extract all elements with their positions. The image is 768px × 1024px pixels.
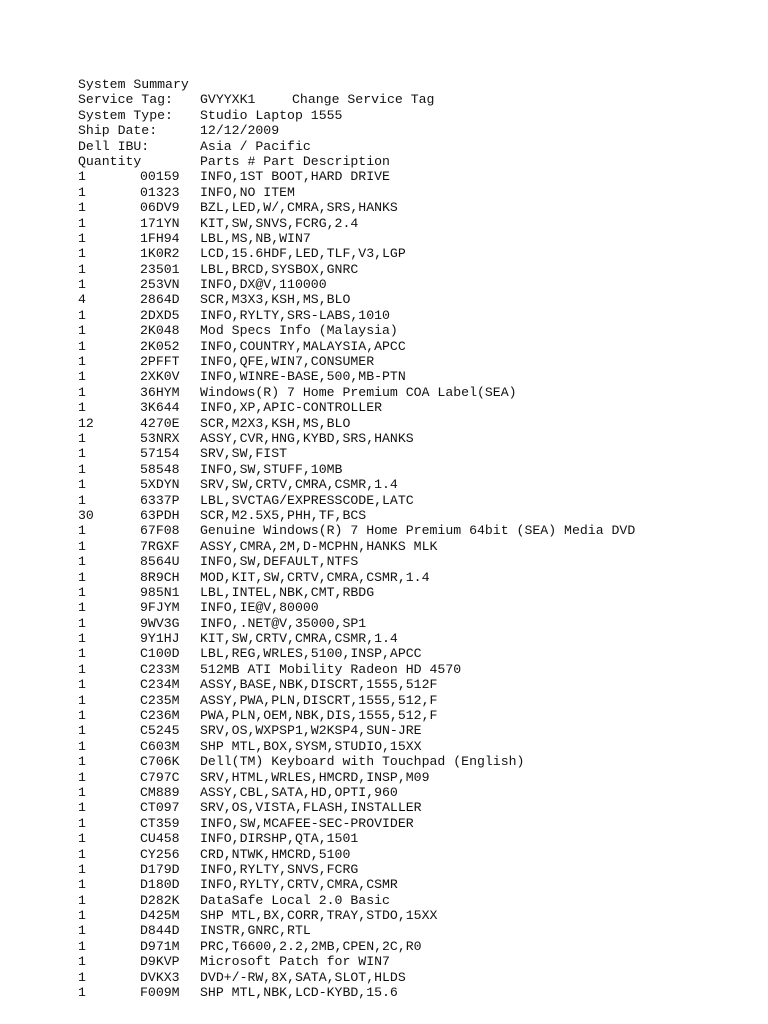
part-description: ASSY,CBL,SATA,HD,OPTI,960	[200, 784, 398, 800]
part-row	[78, 507, 367, 523]
part-description: INFO,COUNTRY,MALAYSIA,APCC	[200, 338, 406, 354]
part-number: DVKX3	[140, 969, 180, 985]
part-row	[78, 230, 311, 246]
parts-description-header: Parts # Part Description	[200, 153, 390, 169]
part-quantity: 1	[78, 954, 86, 970]
part-description: KIT,SW,CRTV,CMRA,CSMR,1.4	[200, 631, 398, 647]
part-description: INFO,RYLTY,CRTV,CMRA,CSMR	[200, 877, 398, 893]
part-number: 36HYM	[140, 384, 180, 400]
part-description: LBL,REG,WRLES,5100,INSP,APCC	[200, 646, 422, 662]
part-row	[78, 246, 406, 262]
part-quantity: 1	[78, 400, 86, 416]
part-number: CT359	[140, 815, 180, 831]
part-description: INFO,DX@V,110000	[200, 277, 327, 293]
part-row	[78, 369, 406, 385]
part-number: 63PDH	[140, 507, 180, 523]
part-quantity: 1	[78, 230, 86, 246]
part-quantity: 1	[78, 877, 86, 893]
part-description: SCR,M3X3,KSH,MS,BLO	[200, 292, 351, 308]
part-description: LCD,15.6HDF,LED,TLF,V3,LGP	[200, 246, 406, 262]
part-number: C797C	[140, 769, 180, 785]
part-description: MOD,KIT,SW,CRTV,CMRA,CSMR,1.4	[200, 569, 430, 585]
part-description: ASSY,BASE,NBK,DISCRT,1555,512F	[200, 677, 438, 693]
part-description: SRV,SW,CRTV,CMRA,CSMR,1.4	[200, 477, 398, 493]
part-quantity: 1	[78, 661, 86, 677]
part-row	[78, 661, 462, 677]
part-row	[78, 292, 351, 308]
part-row	[78, 631, 398, 647]
part-description: INSTR,GNRC,RTL	[200, 923, 311, 939]
part-row	[78, 846, 351, 862]
part-row	[78, 446, 288, 462]
part-number: 1K0R2	[140, 246, 180, 262]
part-number: C603M	[140, 738, 180, 754]
part-description: Windows(R) 7 Home Premium COA Label(SEA)	[200, 384, 517, 400]
part-description: SRV,HTML,WRLES,HMCRD,INSP,M09	[200, 769, 430, 785]
part-row	[78, 615, 367, 631]
system-type-value: Studio Laptop 1555	[200, 107, 343, 123]
part-description: SCR,M2.5X5,PHH,TF,BCS	[200, 507, 367, 523]
part-description: INFO,SW,MCAFEE-SEC-PROVIDER	[200, 815, 414, 831]
part-number: C234M	[140, 677, 180, 693]
part-quantity: 1	[78, 215, 86, 231]
part-row	[78, 569, 430, 585]
part-quantity: 1	[78, 538, 86, 554]
part-number: C235M	[140, 692, 180, 708]
part-quantity: 1	[78, 261, 86, 277]
part-row	[78, 938, 422, 954]
part-number: 2864D	[140, 292, 180, 308]
part-row	[78, 323, 398, 339]
part-description: INFO,.NET@V,35000,SP1	[200, 615, 367, 631]
part-quantity: 1	[78, 354, 86, 370]
part-number: 9WV3G	[140, 615, 180, 631]
part-number: C706K	[140, 754, 180, 770]
part-description: 512MB ATI Mobility Radeon HD 4570	[200, 661, 462, 677]
part-row	[78, 600, 319, 616]
part-quantity: 1	[78, 723, 86, 739]
part-quantity: 1	[78, 323, 86, 339]
part-description: INFO,SW,STUFF,10MB	[200, 461, 343, 477]
part-quantity: 1	[78, 338, 86, 354]
part-number: 5XDYN	[140, 477, 180, 493]
part-row	[78, 261, 359, 277]
part-row	[78, 584, 375, 600]
part-quantity: 1	[78, 384, 86, 400]
part-quantity: 1	[78, 769, 86, 785]
part-quantity: 1	[78, 492, 86, 508]
part-number: CT097	[140, 800, 180, 816]
part-number: 2K048	[140, 323, 180, 339]
part-number: C236M	[140, 708, 180, 724]
part-row	[78, 738, 422, 754]
service-tag-value: GVYYXK1	[200, 92, 256, 108]
part-number: 2K052	[140, 338, 180, 354]
part-description: INFO,WINRE-BASE,500,MB-PTN	[200, 369, 406, 385]
dell-ibu-line	[78, 138, 311, 154]
part-row	[78, 215, 359, 231]
part-number: 253VN	[140, 277, 180, 293]
part-description: SHP MTL,BX,CORR,TRAY,STDO,15XX	[200, 908, 438, 924]
part-quantity: 1	[78, 692, 86, 708]
part-description: PRC,T6600,2.2,2MB,CPEN,2C,R0	[200, 938, 422, 954]
part-number: 53NRX	[140, 430, 180, 446]
part-description: DataSafe Local 2.0 Basic	[200, 892, 390, 908]
part-quantity: 1	[78, 446, 86, 462]
part-description: INFO,IE@V,80000	[200, 600, 319, 616]
system-summary-document	[78, 77, 636, 1001]
part-number: 171YN	[140, 215, 180, 231]
part-description: Genuine Windows(R) 7 Home Premium 64bit (SEA) Media DVD	[200, 523, 636, 539]
part-quantity: 1	[78, 708, 86, 724]
part-row	[78, 861, 359, 877]
part-number: D9KVP	[140, 954, 180, 970]
part-description: DVD+/-RW,8X,SATA,SLOT,HLDS	[200, 969, 406, 985]
part-number: D844D	[140, 923, 180, 939]
part-row	[78, 708, 438, 724]
ship-date-value: 12/12/2009	[200, 123, 280, 139]
part-quantity: 1	[78, 554, 86, 570]
part-row	[78, 723, 422, 739]
part-description: SHP MTL,NBK,LCD-KYBD,15.6	[200, 985, 398, 1001]
ship-date-line	[78, 123, 280, 139]
part-quantity: 1	[78, 846, 86, 862]
part-row	[78, 784, 398, 800]
part-quantity: 1	[78, 307, 86, 323]
dell-ibu-label: Dell IBU:	[78, 138, 150, 154]
part-row	[78, 307, 390, 323]
part-quantity: 1	[78, 831, 86, 847]
part-number: 2PFFT	[140, 354, 180, 370]
part-description: INFO,QFE,WIN7,CONSUMER	[200, 354, 375, 370]
part-description: INFO,RYLTY,SNVS,FCRG	[200, 861, 359, 877]
part-quantity: 1	[78, 908, 86, 924]
part-number: 57154	[140, 446, 180, 462]
part-quantity: 1	[78, 784, 86, 800]
part-number: 985N1	[140, 584, 180, 600]
part-description: INFO,XP,APIC-CONTROLLER	[200, 400, 383, 416]
part-quantity: 1	[78, 923, 86, 939]
part-number: 3K644	[140, 400, 180, 416]
part-number: 23501	[140, 261, 180, 277]
part-row	[78, 354, 375, 370]
part-row	[78, 384, 517, 400]
part-number: D179D	[140, 861, 180, 877]
part-number: C5245	[140, 723, 180, 739]
part-number: D282K	[140, 892, 180, 908]
part-row	[78, 184, 295, 200]
part-description: LBL,BRCD,SYSBOX,GNRC	[200, 261, 359, 277]
part-description: LBL,MS,NB,WIN7	[200, 230, 311, 246]
part-number: D425M	[140, 908, 180, 924]
part-number: D971M	[140, 938, 180, 954]
part-quantity: 1	[78, 184, 86, 200]
part-number: D180D	[140, 877, 180, 893]
part-number: 58548	[140, 461, 180, 477]
part-quantity: 1	[78, 815, 86, 831]
ship-date-label: Ship Date:	[78, 123, 158, 139]
part-number: CM889	[140, 784, 180, 800]
part-row	[78, 800, 422, 816]
part-row	[78, 677, 438, 693]
part-row	[78, 754, 525, 770]
parts-header	[78, 153, 390, 169]
part-quantity: 1	[78, 615, 86, 631]
summary-heading	[78, 77, 189, 92]
part-row	[78, 985, 398, 1001]
part-number: C100D	[140, 646, 180, 662]
part-quantity: 30	[78, 507, 94, 523]
part-description: LBL,SVCTAG/EXPRESSCODE,LATC	[200, 492, 414, 508]
part-number: 7RGXF	[140, 538, 180, 554]
part-row	[78, 477, 398, 493]
part-number: 67F08	[140, 523, 180, 539]
part-row	[78, 908, 438, 924]
part-quantity: 1	[78, 277, 86, 293]
part-quantity: 1	[78, 430, 86, 446]
part-row	[78, 200, 398, 216]
part-row	[78, 877, 398, 893]
part-quantity: 1	[78, 200, 86, 216]
part-description: PWA,PLN,OEM,NBK,DIS,1555,512,F	[200, 708, 438, 724]
part-quantity: 1	[78, 584, 86, 600]
part-description: INFO,1ST BOOT,HARD DRIVE	[200, 169, 390, 185]
part-description: CRD,NTWK,HMCRD,5100	[200, 846, 351, 862]
part-number: CY256	[140, 846, 180, 862]
part-description: SRV,OS,VISTA,FLASH,INSTALLER	[200, 800, 422, 816]
part-number: 8R9CH	[140, 569, 180, 585]
part-description: Dell(TM) Keyboard with Touchpad (English)	[200, 754, 525, 770]
part-number: 06DV9	[140, 200, 180, 216]
part-description: SRV,OS,WXPSP1,W2KSP4,SUN-JRE	[200, 723, 422, 739]
part-row	[78, 554, 359, 570]
part-number: 00159	[140, 169, 180, 185]
part-description: SRV,SW,FIST	[200, 446, 288, 462]
part-quantity: 4	[78, 292, 86, 308]
part-description: SHP MTL,BOX,SYSM,STUDIO,15XX	[200, 738, 422, 754]
service-tag-label: Service Tag:	[78, 92, 173, 108]
part-row	[78, 169, 390, 185]
part-quantity: 1	[78, 738, 86, 754]
dell-ibu-value: Asia / Pacific	[200, 138, 311, 154]
part-row	[78, 523, 636, 539]
part-quantity: 1	[78, 369, 86, 385]
part-row	[78, 538, 438, 554]
part-quantity: 1	[78, 569, 86, 585]
part-description: INFO,RYLTY,SRS-LABS,1010	[200, 307, 390, 323]
part-description: Mod Specs Info (Malaysia)	[200, 323, 398, 339]
part-row	[78, 923, 311, 939]
part-quantity: 1	[78, 754, 86, 770]
part-description: SCR,M2X3,KSH,MS,BLO	[200, 415, 351, 431]
part-quantity: 1	[78, 523, 86, 539]
part-description: LBL,INTEL,NBK,CMT,RBDG	[200, 584, 375, 600]
part-description: INFO,SW,DEFAULT,NTFS	[200, 554, 359, 570]
part-description: BZL,LED,W/,CMRA,SRS,HANKS	[200, 200, 398, 216]
part-row	[78, 954, 390, 970]
part-quantity: 1	[78, 938, 86, 954]
part-row	[78, 492, 414, 508]
parts-list	[78, 169, 636, 1001]
part-quantity: 1	[78, 985, 86, 1001]
part-quantity: 1	[78, 246, 86, 262]
part-quantity: 1	[78, 169, 86, 185]
part-number: F009M	[140, 985, 180, 1001]
part-quantity: 1	[78, 646, 86, 662]
part-quantity: 1	[78, 969, 86, 985]
part-number: 2XK0V	[140, 369, 180, 385]
part-number: 9Y1HJ	[140, 631, 180, 647]
part-row	[78, 815, 414, 831]
service-tag-line	[78, 92, 435, 108]
part-row	[78, 692, 438, 708]
part-quantity: 1	[78, 892, 86, 908]
part-number: C233M	[140, 661, 180, 677]
part-row	[78, 892, 390, 908]
part-number: CU458	[140, 831, 180, 847]
part-row	[78, 831, 359, 847]
part-description: KIT,SW,SNVS,FCRG,2.4	[200, 215, 359, 231]
part-quantity: 1	[78, 861, 86, 877]
part-quantity: 1	[78, 461, 86, 477]
part-row	[78, 969, 406, 985]
part-quantity: 1	[78, 631, 86, 647]
part-row	[78, 769, 430, 785]
part-number: 1FH94	[140, 230, 180, 246]
part-number: 6337P	[140, 492, 180, 508]
quantity-header: Quantity	[78, 153, 142, 169]
system-type-line	[78, 107, 343, 123]
part-number: 2DXD5	[140, 307, 180, 323]
part-description: ASSY,PWA,PLN,DISCRT,1555,512,F	[200, 692, 438, 708]
part-quantity: 12	[78, 415, 94, 431]
part-quantity: 1	[78, 477, 86, 493]
part-description: INFO,DIRSHP,QTA,1501	[200, 831, 359, 847]
part-number: 01323	[140, 184, 180, 200]
part-row	[78, 430, 414, 446]
summary-heading-text: System Summary	[78, 77, 189, 92]
system-type-label: System Type:	[78, 107, 173, 123]
part-description: Microsoft Patch for WIN7	[200, 954, 390, 970]
part-number: 9FJYM	[140, 600, 180, 616]
part-number: 8564U	[140, 554, 180, 570]
part-row	[78, 415, 351, 431]
part-description: ASSY,CVR,HNG,KYBD,SRS,HANKS	[200, 430, 414, 446]
part-row	[78, 646, 422, 662]
part-quantity: 1	[78, 800, 86, 816]
part-description: INFO,NO ITEM	[200, 184, 295, 200]
part-description: ASSY,CMRA,2M,D-MCPHN,HANKS MLK	[200, 538, 438, 554]
change-service-tag-link[interactable]: Change Service Tag	[292, 92, 435, 108]
part-row	[78, 338, 406, 354]
part-quantity: 1	[78, 677, 86, 693]
part-row	[78, 277, 327, 293]
part-number: 4270E	[140, 415, 180, 431]
part-row	[78, 461, 343, 477]
part-row	[78, 400, 383, 416]
part-quantity: 1	[78, 600, 86, 616]
